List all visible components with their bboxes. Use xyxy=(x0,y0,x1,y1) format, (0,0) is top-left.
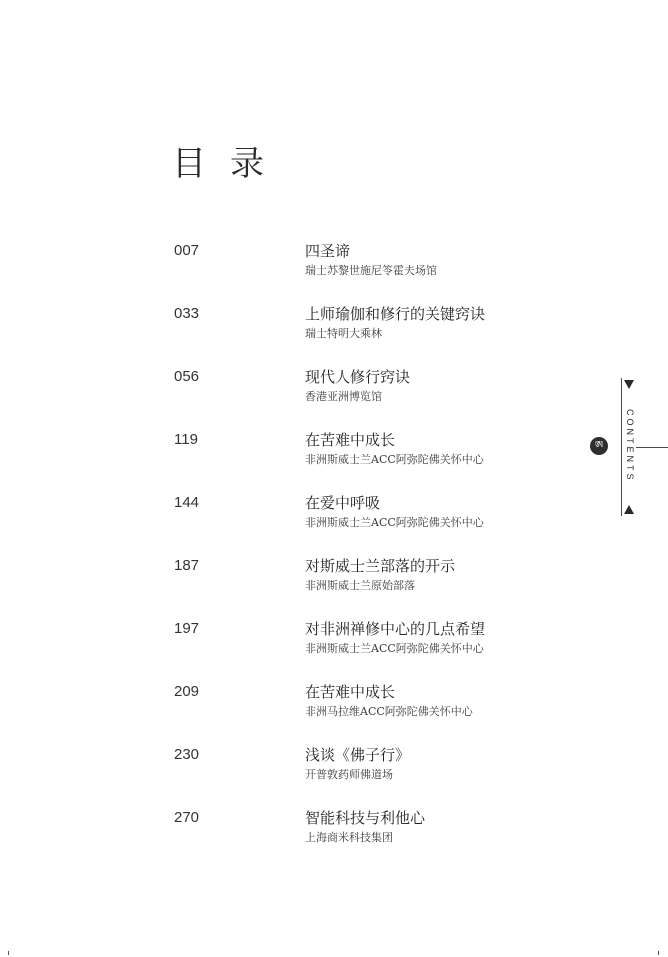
toc-entry[interactable] xyxy=(0,366,668,429)
toc-page-number: 119 xyxy=(174,431,198,448)
toc-location: 非洲斯威士兰ACC阿弥陀佛关怀中心 xyxy=(305,453,484,466)
toc-entry[interactable] xyxy=(0,303,668,366)
toc-page-number: 187 xyxy=(174,557,200,574)
contents-label: CONTENTS xyxy=(625,409,635,483)
toc-entry[interactable] xyxy=(0,807,668,870)
toc-location: 非洲斯威士兰原始部落 xyxy=(305,579,415,592)
toc-heading[interactable]: 在爱中呼吸 xyxy=(305,494,381,512)
toc-heading[interactable]: 浅谈《佛子行》 xyxy=(305,746,411,764)
toc-location: 非洲马拉维ACC阿弥陀佛关怀中心 xyxy=(305,705,473,718)
toc-location: 瑞士特明大乘林 xyxy=(305,327,382,340)
toc-heading[interactable]: 对非洲禅修中心的几点希望 xyxy=(305,620,486,638)
triangle-up-icon xyxy=(624,505,634,514)
toc-location: 非洲斯威士兰ACC阿弥陀佛关怀中心 xyxy=(305,516,484,529)
toc-entry[interactable] xyxy=(0,555,668,618)
toc-heading[interactable]: 上师瑜伽和修行的关键窍诀 xyxy=(305,305,486,323)
side-divider-line xyxy=(636,447,668,448)
page-title: 目录 xyxy=(172,144,288,184)
toc-entry[interactable] xyxy=(0,744,668,807)
toc-page-number: 230 xyxy=(174,746,200,763)
toc-location: 瑞士苏黎世施尼笭霍夫场馆 xyxy=(305,264,437,277)
toc-location: 开普敦药师佛道场 xyxy=(305,768,393,781)
toc-entry[interactable] xyxy=(0,618,668,681)
toc-page-number: 033 xyxy=(174,305,200,322)
toc-heading[interactable]: 四圣谛 xyxy=(305,242,351,260)
toc-entry[interactable] xyxy=(0,492,668,555)
toc-page-number: 209 xyxy=(174,683,200,700)
toc-page-number: 270 xyxy=(174,809,200,826)
toc-list xyxy=(0,240,668,870)
toc-page-number: 197 xyxy=(174,620,200,637)
crop-mark xyxy=(8,951,9,955)
triangle-down-icon xyxy=(624,380,634,389)
toc-entry[interactable] xyxy=(0,240,668,303)
toc-heading[interactable]: 现代人修行窍诀 xyxy=(305,368,411,386)
toc-heading[interactable]: 在苦难中成长 xyxy=(305,431,396,449)
toc-heading[interactable]: 在苦难中成长 xyxy=(305,683,396,701)
toc-page-number: 144 xyxy=(174,494,200,511)
crop-mark xyxy=(658,951,659,955)
toc-page-number: 007 xyxy=(174,242,200,259)
toc-location: 香港亚洲博览馆 xyxy=(305,390,382,403)
toc-heading[interactable]: 智能科技与利他心 xyxy=(305,809,426,827)
toc-location: 非洲斯威士兰ACC阿弥陀佛关怀中心 xyxy=(305,642,484,655)
toc-page-number: 056 xyxy=(174,368,200,385)
toc-entry[interactable] xyxy=(0,429,668,492)
toc-entry[interactable] xyxy=(0,681,668,744)
tibetan-emblem-icon: ཨ xyxy=(590,437,608,455)
toc-location: 上海商米科技集团 xyxy=(305,831,393,844)
toc-heading[interactable]: 对斯威士兰部落的开示 xyxy=(305,557,456,575)
